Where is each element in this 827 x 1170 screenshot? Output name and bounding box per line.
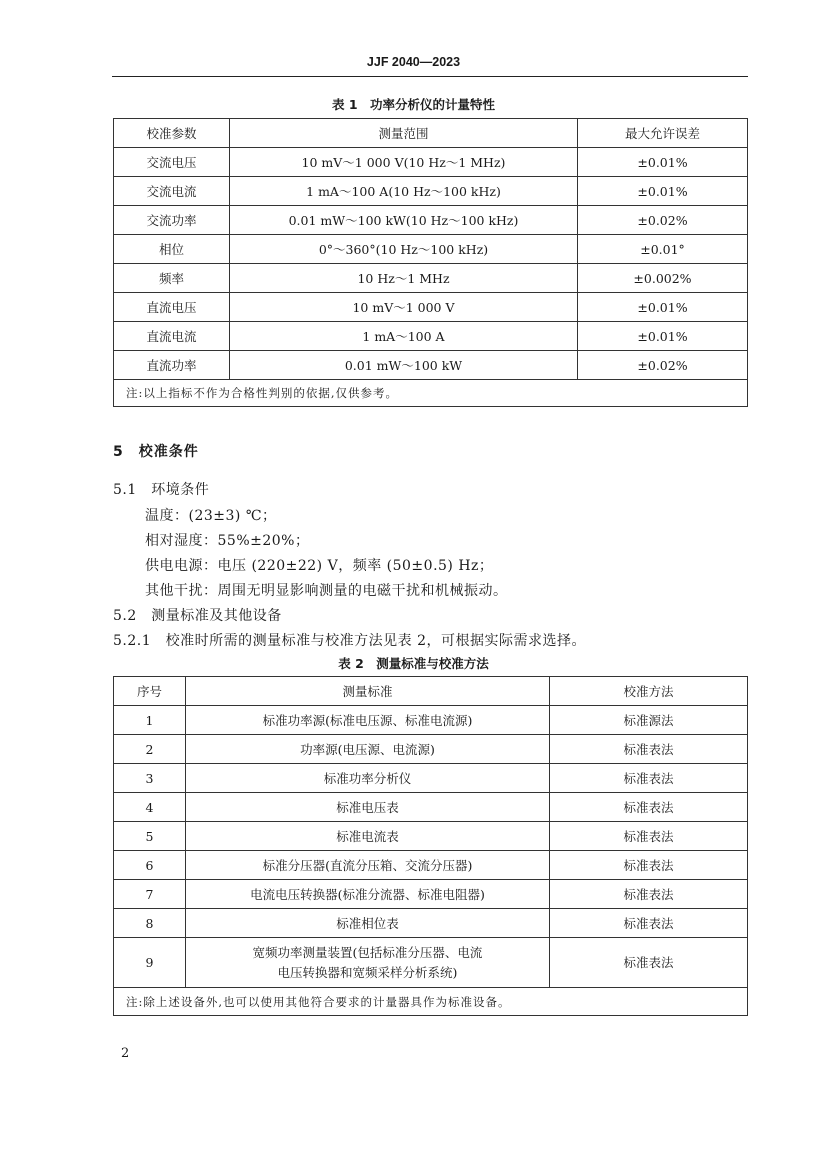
table-cell: 8 [114, 909, 186, 938]
table1-header-cell: 校准参数 [114, 119, 230, 148]
section-5-1-title: 5.1 环境条件 [113, 482, 210, 498]
table-cell: 1 [114, 706, 186, 735]
table-cell: 直流功率 [114, 351, 230, 380]
table-row [114, 706, 748, 735]
table-row [114, 822, 748, 851]
table-cell: 标准电压表 [186, 793, 550, 822]
condition-power-supply: 供电电源：电压 (220±22) V，频率 (50±0.5) Hz； [145, 558, 494, 574]
table-cell: 标准相位表 [186, 909, 550, 938]
table-cell: 5 [114, 822, 186, 851]
table-cell: 标准功率分析仪 [186, 764, 550, 793]
table-cell: 标准源法 [550, 706, 748, 735]
table-cell: 标准表法 [550, 880, 748, 909]
table-row [114, 148, 748, 177]
table-cell: ±0.01% [578, 322, 748, 351]
table2-header-cell: 校准方法 [550, 677, 748, 706]
table-cell: 标准表法 [550, 822, 748, 851]
table-cell: 0.01 mW～100 kW(10 Hz～100 kHz) [230, 206, 578, 235]
table-cell: ±0.02% [578, 351, 748, 380]
table-cell: 1 mA～100 A [230, 322, 578, 351]
table-cell: ±0.01% [578, 177, 748, 206]
table-row [114, 793, 748, 822]
condition-interference: 其他干扰：周围无明显影响测量的电磁干扰和机械振动。 [145, 583, 508, 599]
table-cell-line: 电压转换器和宽频采样分析系统) [277, 964, 458, 980]
table-cell: 电流电压转换器(标准分流器、标准电阻器) [186, 880, 550, 909]
table1 [113, 118, 748, 407]
table-cell-line: 宽频功率测量装置(包括标准分压器、电流 [252, 944, 483, 960]
table1-caption: 表 1 功率分析仪的计量特性 [331, 97, 496, 112]
table-cell: 1 mA～100 A(10 Hz～100 kHz) [230, 177, 578, 206]
table2-header-row [114, 677, 748, 706]
condition-temperature: 温度：(23±3) ℃； [145, 508, 277, 524]
table-cell: 10 Hz～1 MHz [230, 264, 578, 293]
table-cell: 标准表法 [550, 764, 748, 793]
table-row [114, 909, 748, 938]
table-cell: 9 [114, 938, 186, 988]
table-cell: ±0.01% [578, 293, 748, 322]
table-cell: ±0.01° [578, 235, 748, 264]
table1-note-row [114, 380, 748, 407]
table-cell: 标准表法 [550, 735, 748, 764]
table-cell: 4 [114, 793, 186, 822]
table-cell: 交流电流 [114, 177, 230, 206]
table-cell: 频率 [114, 264, 230, 293]
table-row [114, 235, 748, 264]
table-row [114, 764, 748, 793]
table-cell-two-line [186, 938, 550, 988]
document-header-code: JJF 2040—2023 [366, 55, 461, 69]
section-5-2-1-text: 5.2.1 校准时所需的测量标准与校准方法见表 2，可根据实际需求选择。 [113, 633, 586, 649]
table-cell: 交流电压 [114, 148, 230, 177]
table-cell: 标准电流表 [186, 822, 550, 851]
table2-header-cell: 测量标准 [186, 677, 550, 706]
table-cell: 标准表法 [550, 938, 748, 988]
table1-header-cell: 最大允许误差 [578, 119, 748, 148]
table1-header-cell: 测量范围 [230, 119, 578, 148]
table-cell: 相位 [114, 235, 230, 264]
table-row [114, 851, 748, 880]
table-cell: 6 [114, 851, 186, 880]
page-number: 2 [121, 1046, 130, 1061]
table2-caption: 表 2 测量标准与校准方法 [338, 656, 489, 671]
table-row [114, 177, 748, 206]
table-row [114, 938, 748, 988]
table-cell: ±0.02% [578, 206, 748, 235]
table2-header-cell: 序号 [114, 677, 186, 706]
header-rule [112, 76, 748, 77]
table-cell: 标准分压器(直流分压箱、交流分压器) [186, 851, 550, 880]
table-cell: 标准表法 [550, 851, 748, 880]
table-cell: 功率源(电压源、电流源) [186, 735, 550, 764]
table-cell: 标准功率源(标准电压源、标准电流源) [186, 706, 550, 735]
table-row [114, 206, 748, 235]
table-cell: 标准表法 [550, 909, 748, 938]
table2-note-row [114, 988, 748, 1016]
condition-humidity: 相对湿度：55%±20%； [145, 533, 310, 549]
section-5-title: 5 校准条件 [113, 444, 199, 460]
table-cell: 标准表法 [550, 793, 748, 822]
table-row [114, 735, 748, 764]
table2 [113, 676, 748, 1016]
table-row [114, 293, 748, 322]
table-cell: ±0.01% [578, 148, 748, 177]
section-5-2-title: 5.2 测量标准及其他设备 [113, 608, 282, 624]
table-row [114, 322, 748, 351]
table-cell: 0°～360°(10 Hz～100 kHz) [230, 235, 578, 264]
table-cell: 交流功率 [114, 206, 230, 235]
table-cell: 7 [114, 880, 186, 909]
table-cell: 0.01 mW～100 kW [230, 351, 578, 380]
table2-note: 注:除上述设备外,也可以使用其他符合要求的计量器具作为标准设备。 [114, 988, 748, 1016]
table-row [114, 351, 748, 380]
table-row [114, 880, 748, 909]
table-row [114, 264, 748, 293]
table-cell: 直流电流 [114, 322, 230, 351]
table-cell: 2 [114, 735, 186, 764]
table-cell: 直流电压 [114, 293, 230, 322]
table-cell: ±0.002% [578, 264, 748, 293]
table-cell: 10 mV～1 000 V [230, 293, 578, 322]
table-cell: 3 [114, 764, 186, 793]
table1-note: 注:以上指标不作为合格性判别的依据,仅供参考。 [114, 380, 748, 407]
table1-header-row [114, 119, 748, 148]
table-cell: 10 mV～1 000 V(10 Hz～1 MHz) [230, 148, 578, 177]
